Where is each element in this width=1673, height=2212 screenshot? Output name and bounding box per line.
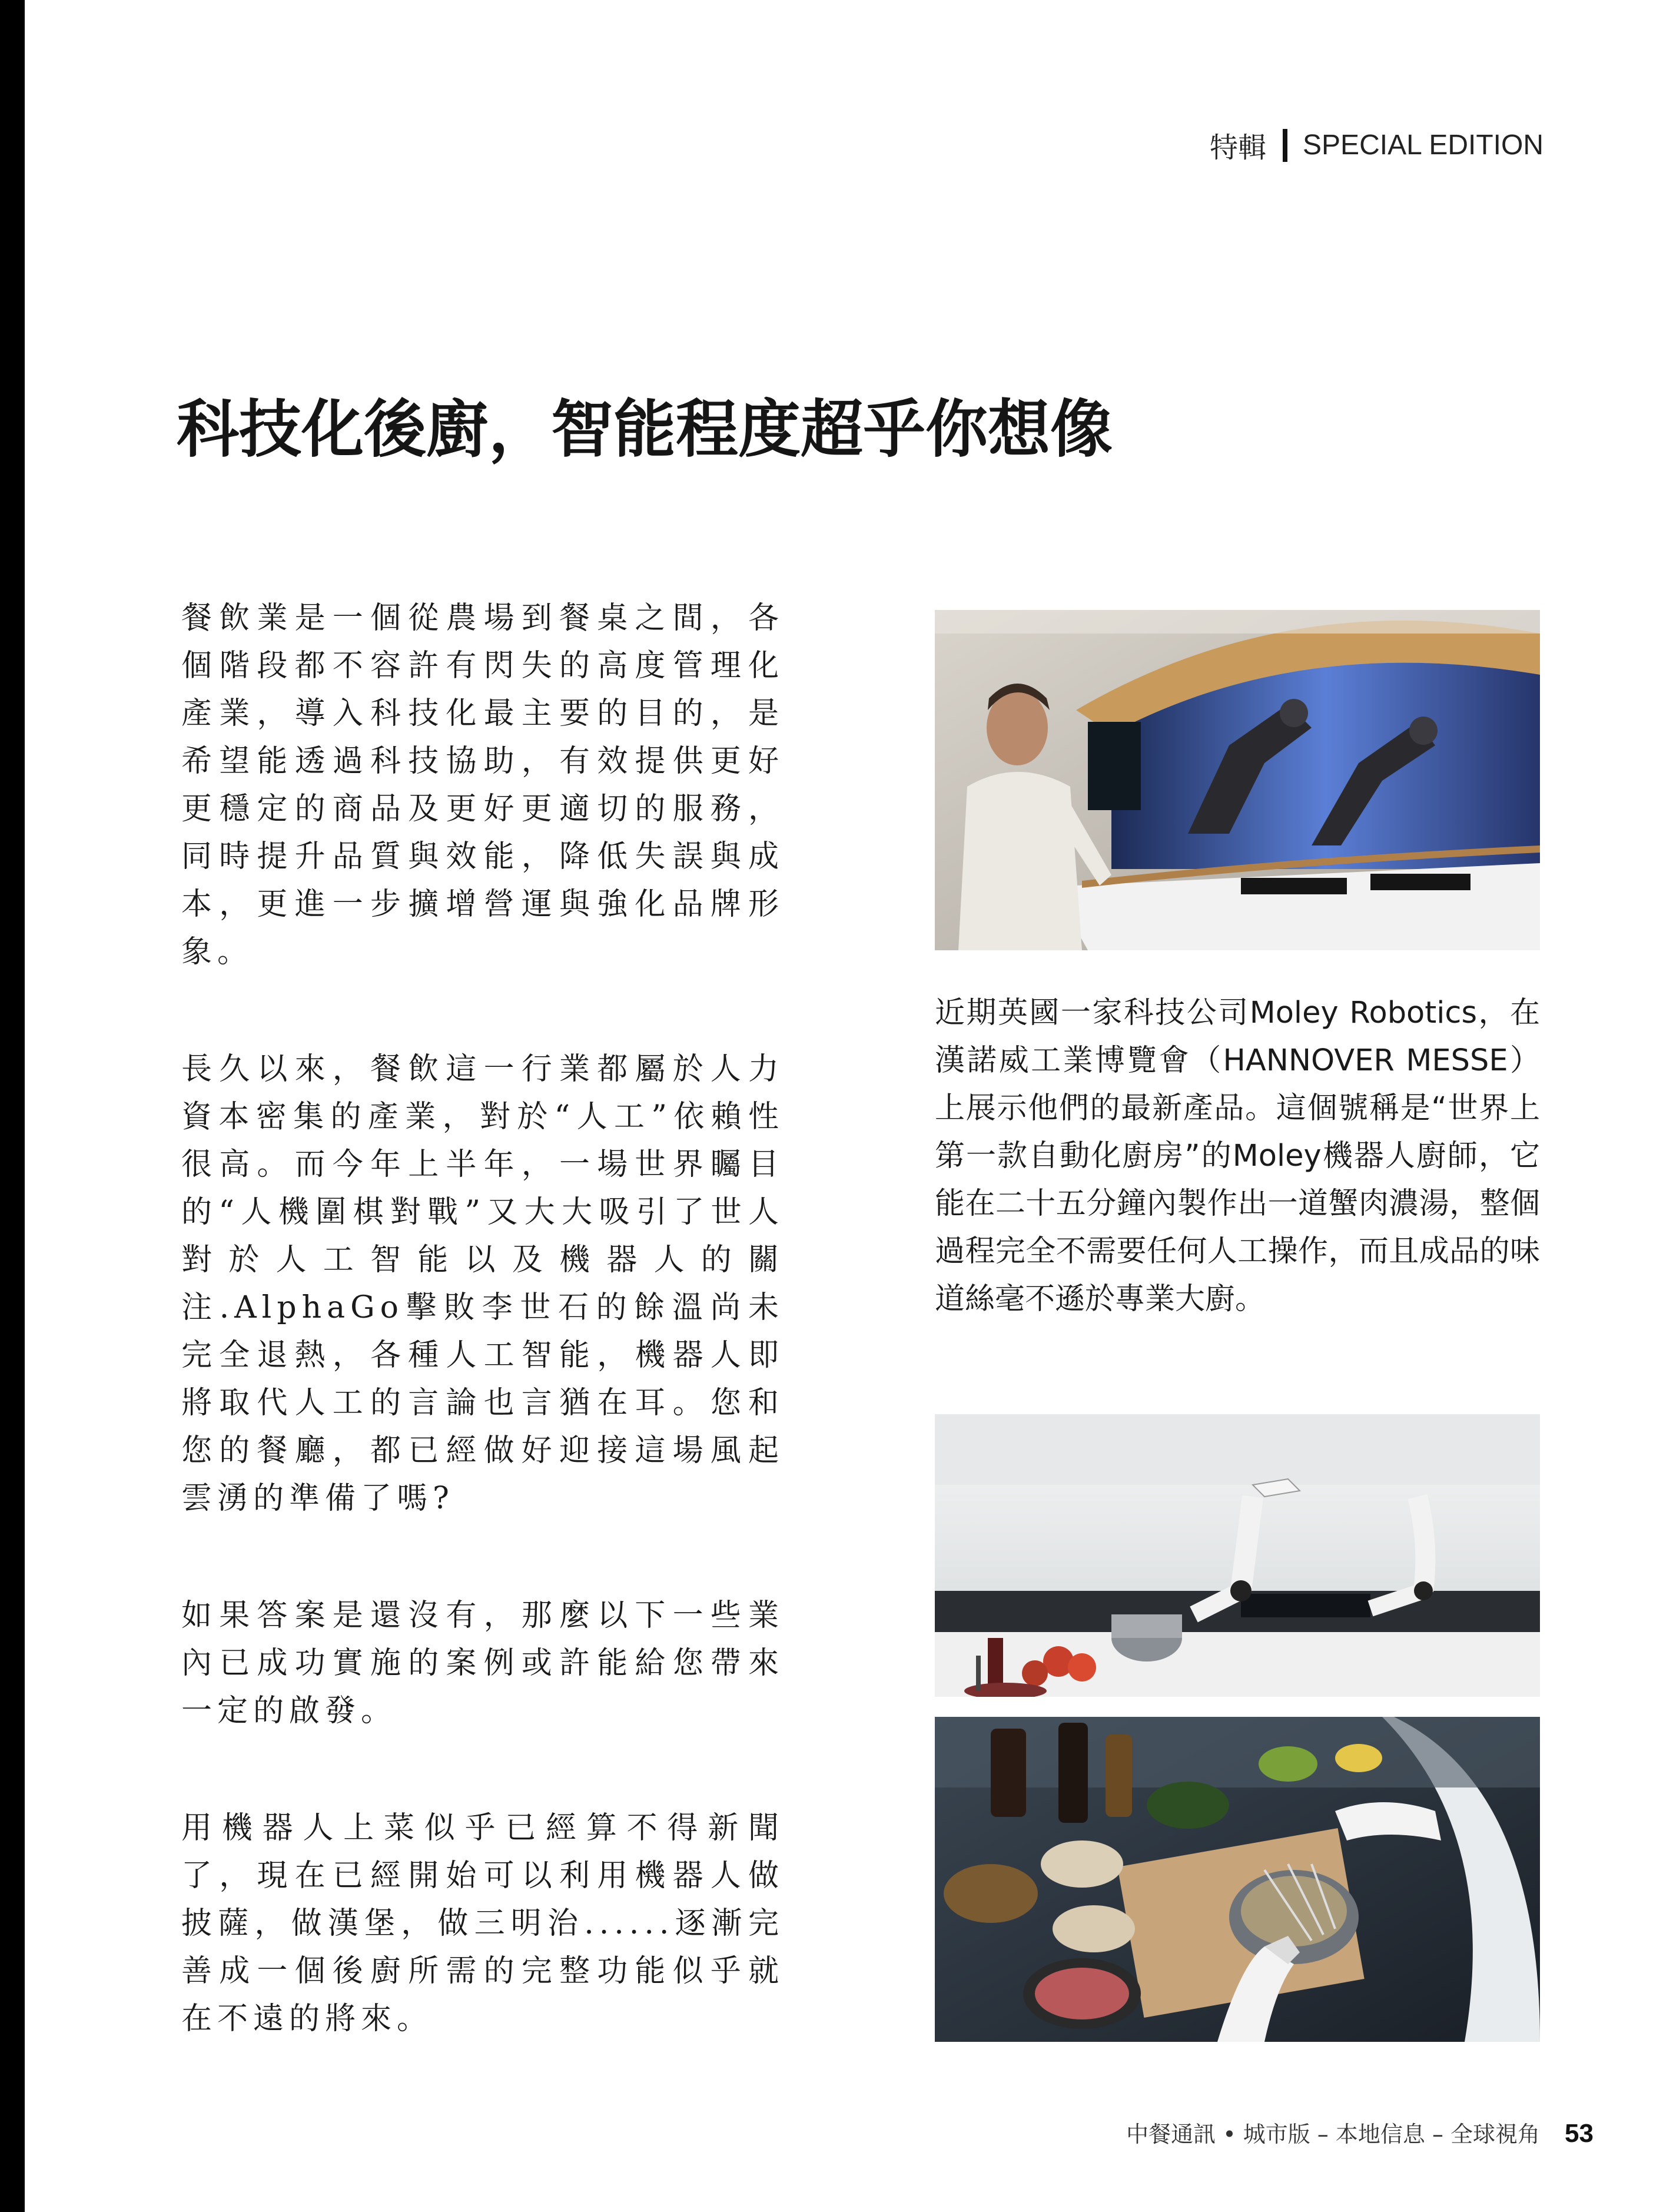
footer-publication: 中餐通訊 • 城市版 – 本地信息 – 全球視角 <box>1126 2121 1541 2147</box>
photo-caption: 近期英國一家科技公司Moley Robotics，在漢諾威工業博覽會（HANNOVER MESSE）上展示他們的最新產品。這個號稱是“世界上第一款自動化廚房”的Moley機器人廚師，它能在二十五分鐘內製作出一道蟹肉濃湯，整個過程完全不需要任何人工操作，而且成品的味道絲毫不遜於專業大廚。 <box>935 996 1540 1316</box>
page-number: 53 <box>1565 2119 1594 2148</box>
robot-hands-cooking-photo <box>935 1717 1540 2042</box>
body-paragraph-1: 餐飲業是一個從農場到餐桌之間，各個階段都不容許有閃失的高度管理化產業，導入科技化最主要的目的，是希望能透過科技協助，有效提供更好更穩定的商品及更好更適切的服務，同時提升品質與效能，降低失誤與成本，更進一步擴增營運與強化品牌形象。 <box>181 601 784 970</box>
article-body <box>181 595 784 2112</box>
body-paragraph-2: 長久以來，餐飲這一行業都屬於人力資本密集的產業，對於“人工”依賴性很高。而今年上半年，一場世界矚目的“人機圍棋對戰”又大大吸引了世人對於人工智能以及機器人的關注.AlphaGo擊敗李世石的餘溫尚未完全退熱，各種人工智能，機器人即將取代人工的言論也言猶在耳。您和您的餐廳，都已經做好迎接這場風起雲湧的準備了嗎? <box>181 1052 784 1516</box>
article-title: 科技化後廚，智能程度超乎你想像 <box>177 393 1113 466</box>
page-footer <box>1126 2116 1594 2148</box>
section-label-en: SPECIAL EDITION <box>1303 130 1543 161</box>
body-paragraph-3: 如果答案是還沒有，那麼以下一些業內已成功實施的案例或許能給您帶來一定的啟發。 <box>181 1598 784 1729</box>
section-label-zh: 特輯 <box>1210 132 1267 164</box>
left-edge-bar <box>0 0 25 2212</box>
header-divider <box>1283 129 1287 162</box>
robot-arms-counter-photo <box>935 1414 1540 1697</box>
section-header <box>1210 125 1543 165</box>
body-paragraph-4: 用機器人上菜似乎已經算不得新聞了，現在已經開始可以利用機器人做披薩，做漢堡，做三明治......逐漸完善成一個後廚所需的完整功能似乎就在不遠的將來。 <box>181 1810 784 2037</box>
robot-kitchen-demo-photo <box>935 610 1540 950</box>
